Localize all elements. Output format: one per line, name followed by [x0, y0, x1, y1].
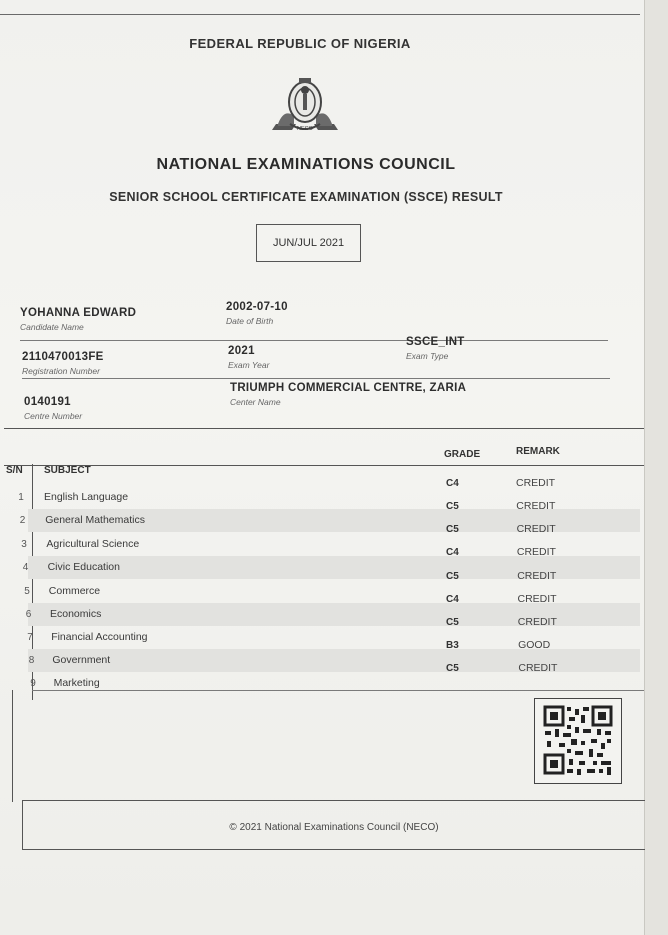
centre-number-field	[24, 396, 82, 421]
country-title: FEDERAL REPUBLIC OF NIGERIA	[189, 36, 411, 51]
row-remark: CREDIT	[517, 570, 557, 582]
row-grade: B3	[446, 640, 459, 651]
row-sn: 8	[28, 655, 35, 666]
row-subject: Government	[52, 654, 111, 666]
copyright-text: © 2021 National Examinations Council (NECO)	[229, 822, 439, 833]
row-grade: C5	[446, 617, 459, 628]
row-sn: 3	[21, 539, 27, 550]
row-grade: C4	[446, 547, 459, 558]
table-header	[4, 428, 644, 476]
exam-year-field	[228, 345, 269, 370]
candidate-name-field	[20, 307, 136, 332]
row-remark: CREDIT	[518, 662, 558, 674]
row-remark: CREDIT	[516, 500, 556, 512]
row-sn: 1	[18, 492, 24, 503]
row-sn: 2	[19, 515, 26, 526]
header-subject: SUBJECT	[44, 465, 91, 476]
exam-title: SENIOR SCHOOL CERTIFICATE EXAMINATION (SSCE) RESULT	[109, 190, 503, 204]
council-title: NATIONAL EXAMINATIONS COUNCIL	[156, 156, 456, 173]
row-sn: 9	[30, 678, 36, 689]
exam-type-label: Exam Type	[406, 351, 449, 361]
crest-text: NECO	[297, 126, 313, 132]
candidate-name: YOHANNA EDWARD	[20, 307, 137, 319]
row-sn: 7	[27, 632, 33, 643]
divider	[20, 340, 608, 341]
dob-field	[226, 301, 288, 326]
row-subject: Financial Accounting	[51, 631, 148, 643]
row-sn: 6	[25, 609, 32, 620]
row-grade: C5	[446, 501, 459, 512]
row-remark: CREDIT	[516, 523, 556, 535]
header-grade: GRADE	[444, 449, 481, 460]
row-subject: Commerce	[48, 585, 101, 597]
lower-box-left-border	[12, 690, 13, 802]
exam-type-field	[406, 336, 465, 361]
row-grade: C5	[446, 524, 459, 535]
centre-number: 0140191	[24, 396, 71, 408]
row-sn: 4	[22, 562, 29, 573]
row-sn: 5	[24, 586, 30, 597]
exam-year-label: Exam Year	[228, 360, 270, 370]
reg-number: 2110470013FE	[22, 351, 104, 363]
centre-name-label: Center Name	[230, 397, 281, 407]
row-grade: C5	[446, 571, 459, 582]
row-subject: General Mathematics	[45, 514, 145, 526]
candidate-name-label: Candidate Name	[20, 322, 84, 332]
row-remark: GOOD	[518, 639, 551, 651]
header-remark: REMARK	[516, 446, 560, 457]
session-text: JUN/JUL 2021	[272, 237, 345, 249]
row-subject: Economics	[50, 608, 102, 620]
centre-name: TRIUMPH COMMERCIAL CENTRE, ZARIA	[230, 382, 467, 394]
row-remark: CREDIT	[516, 477, 556, 489]
centre-number-label: Centre Number	[24, 411, 83, 421]
row-subject: English Language	[44, 491, 129, 503]
table-bottom-line	[32, 690, 644, 691]
divider	[22, 378, 610, 379]
neco-crest-icon	[270, 72, 340, 134]
row-remark: CREDIT	[516, 546, 556, 558]
qr-code-icon	[534, 698, 622, 784]
top-border	[0, 0, 640, 15]
header-sn: S/N	[6, 465, 23, 476]
row-subject: Marketing	[53, 677, 100, 689]
reg-number-field	[22, 351, 104, 376]
centre-name-field	[230, 382, 466, 407]
row-grade: C4	[446, 594, 459, 605]
row-grade: C4	[446, 478, 459, 489]
row-remark: CREDIT	[517, 616, 557, 628]
row-subject: Civic Education	[47, 561, 120, 573]
row-grade: C5	[446, 663, 459, 674]
dob-value: 2002-07-10	[226, 301, 288, 313]
dob-label: Date of Birth	[226, 316, 274, 326]
reg-number-label: Registration Number	[22, 366, 100, 376]
row-remark: CREDIT	[517, 593, 557, 605]
session-badge	[256, 224, 361, 262]
row-subject: Agricultural Science	[46, 538, 140, 550]
exam-type: SSCE_INT	[406, 336, 465, 348]
exam-year: 2021	[228, 345, 255, 357]
